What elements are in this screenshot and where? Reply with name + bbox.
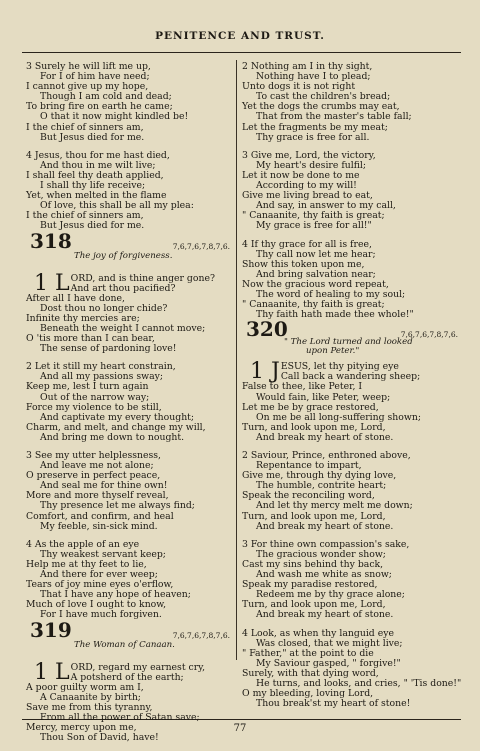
- verse-line: O that it now might kindled be!: [40, 111, 189, 123]
- verse-line: And break my heart of stone.: [256, 431, 394, 443]
- verse-line: But Jesus died for me.: [40, 131, 145, 143]
- verse-line: Comfort, and confirm, and heal: [26, 510, 174, 522]
- verse-line: And all my passions sway;: [40, 371, 164, 383]
- verse-line: Now the gracious word repeat,: [242, 278, 389, 290]
- verse-line: Force my violence to be still,: [26, 401, 162, 413]
- verse-line: Thy faith hath made thee whole!": [256, 309, 414, 321]
- verse-line: Repentance to impart,: [256, 460, 362, 472]
- verse-line: Let me be by grace restored,: [242, 401, 379, 413]
- verse-line: Thy presence let me always find;: [40, 500, 195, 512]
- verse-line: Nothing have I to plead;: [256, 71, 371, 83]
- verse: [242, 151, 460, 232]
- verse-line: O my bleeding, loving Lord,: [242, 688, 374, 700]
- verse-line: Tears of joy mine eyes o'erflow,: [26, 579, 174, 591]
- verse-line: Let the fragments be my meat;: [242, 121, 388, 133]
- verse-line: I the chief of sinners am,: [26, 210, 144, 222]
- page-header: PENITENCE AND TRUST.: [155, 30, 325, 42]
- verse-line: He turns, and looks, and cries, " 'Tis done!": [256, 677, 462, 689]
- verse-line: Mercy, mercy upon me,: [26, 722, 137, 734]
- hymn-heading-318: [26, 228, 232, 266]
- verse-line: I shall thy life receive;: [40, 180, 146, 192]
- verse-line: And wash me white as snow;: [256, 569, 392, 581]
- verse-line: According to my will!: [256, 180, 357, 192]
- verse-line: And bring me down to nought.: [40, 431, 185, 443]
- hymn-title: [284, 338, 413, 356]
- verse-line: 2 Let it still my heart constrain,: [26, 361, 176, 373]
- verse-line: Out of the narrow way;: [40, 391, 150, 403]
- verse-line: For I have much forgiven.: [40, 609, 162, 621]
- verse-line: ORD, and is thine anger gone?: [70, 272, 215, 284]
- verse-line: " Canaanite, thy faith is great;: [242, 210, 385, 222]
- verse-line: Thou Son of David, have!: [40, 732, 159, 744]
- verse-line: Beneath the weight I cannot move;: [40, 322, 206, 334]
- verse-line: Though I am cold and dead;: [40, 91, 172, 103]
- hymn-heading-320: [242, 317, 460, 357]
- verse-line: To cast the children's bread;: [256, 91, 391, 103]
- verse-line: O preserve in perfect peace,: [26, 470, 161, 482]
- verse-line: A potsherd of the earth;: [70, 671, 184, 683]
- verse-line: A poor guilty worm am I,: [26, 681, 144, 693]
- verse-line: For I of him have need;: [40, 71, 150, 83]
- verse-line: The word of healing to my soul;: [256, 288, 406, 300]
- verse-line: To bring fire on earth he came;: [26, 101, 173, 113]
- verse-line: I shall feel thy death applied,: [26, 169, 164, 181]
- verse-line: And leave me not alone;: [40, 460, 154, 472]
- verse-line: And art thou pacified?: [70, 282, 176, 294]
- hymn-meter: 7,6,7,6,7,8,7,6.: [172, 630, 230, 640]
- verse: [26, 270, 232, 355]
- verse-line: Give me, through thy dying love,: [242, 470, 397, 482]
- verse-line: After all I have done,: [26, 292, 125, 304]
- verse-line: I cannot give up my hope,: [26, 81, 149, 93]
- verse-line: My Saviour gasped, " forgive!": [256, 657, 401, 669]
- verse: [26, 362, 232, 443]
- verse-line: Turn, and look upon me, Lord,: [242, 421, 386, 433]
- verse-line: And break my heart of stone.: [256, 520, 394, 532]
- verse-line: 4 Jesus, thou for me hast died,: [26, 149, 170, 161]
- verse-line: 2 Nothing am I in thy sight,: [242, 61, 373, 72]
- hymn-title-line: upon Peter.": [306, 346, 360, 357]
- verse: [242, 359, 460, 443]
- verse-line: ESUS, let thy pitying eye: [280, 361, 399, 373]
- verse-line: Redeem me by thy grace alone;: [256, 589, 405, 601]
- hymn-meter: 7,6,7,6,7,8,7,6.: [172, 241, 230, 251]
- verse-line: And bring salvation near;: [256, 268, 376, 280]
- verse-line: And break my heart of stone.: [256, 609, 394, 621]
- verse-line: Keep me, lest I turn again: [26, 381, 149, 393]
- verse: [26, 540, 232, 621]
- hymn-number: 320: [246, 317, 288, 342]
- verse-line: Thy grace is free for all.: [256, 131, 370, 143]
- verse-line: From all the power of Satan save;: [40, 711, 200, 723]
- page-number: 77: [233, 723, 247, 734]
- verse-line: Unto dogs it is not right: [242, 81, 356, 93]
- verse-line: O 'tis more than I can bear,: [26, 333, 155, 345]
- verse: [242, 540, 460, 621]
- verse-line: Charm, and melt, and change my will,: [26, 421, 206, 433]
- verse-line: But Jesus died for me.: [40, 220, 145, 232]
- verse-line: Would fain, like Peter, weep;: [256, 391, 391, 403]
- verse-line: Yet, when melted in the flame: [26, 190, 167, 202]
- verse-line: Was closed, that we might live;: [256, 637, 403, 649]
- verse-line: Save me from this tyranny,: [26, 701, 153, 713]
- verse-line: Thou break'st my heart of stone!: [256, 698, 411, 710]
- verse-line: Infinite thy mercies are;: [26, 312, 140, 324]
- verse-line: Give me living bread to eat,: [242, 190, 373, 202]
- verse-line: False to thee, like Peter, I: [242, 381, 363, 393]
- verse-line: Dost thou no longer chide?: [40, 302, 168, 314]
- hymn-number: 318: [30, 228, 72, 253]
- verse-line: Help me at thy feet to lie,: [26, 558, 147, 570]
- verse-line: " Canaanite, thy faith is great;: [242, 299, 385, 311]
- hymn-number: 319: [30, 617, 72, 642]
- verse-line: Surely, with that dying word,: [242, 667, 379, 679]
- verse-line: Cast my sins behind thy back,: [242, 558, 384, 570]
- verse-line: A Canaanite by birth;: [40, 691, 141, 703]
- verse-line: 3 Give me, Lord, the victory,: [242, 149, 376, 161]
- column-divider: [236, 60, 237, 660]
- verse: [242, 240, 460, 321]
- drop-cap: 1 J: [250, 359, 280, 385]
- verse-line: Speak my paradise restored,: [242, 579, 378, 591]
- verse: [242, 451, 460, 532]
- verse-line: The sense of pardoning love!: [40, 343, 177, 355]
- verse-line: " Father," at the point to die: [242, 647, 374, 659]
- verse-line: 3 See my utter helplessness,: [26, 450, 162, 461]
- verse-line: Thy call now let me hear;: [256, 248, 376, 260]
- verse-line: Call back a wandering sheep;: [280, 371, 421, 383]
- verse-line: The gracious wonder show;: [256, 548, 386, 560]
- hymn-meter: 7,6,7,6,7,8,7,6.: [400, 330, 458, 340]
- verse-line: And let thy mercy melt me down;: [256, 500, 413, 512]
- verse-line: Speak the reconciling word,: [242, 490, 375, 502]
- verse-line: 2 Saviour, Prince, enthroned above,: [242, 450, 411, 461]
- right-column: [242, 62, 460, 717]
- verse-line: My heart's desire fulfil;: [256, 159, 367, 171]
- verse-line: Of love, this shall be all my plea:: [40, 200, 194, 212]
- hymn-title: The joy of forgiveness.: [74, 250, 173, 261]
- verse: [26, 62, 232, 143]
- left-column: [26, 62, 232, 751]
- verse: [242, 629, 460, 710]
- verse-line: More and more thyself reveal,: [26, 490, 169, 502]
- verse-line: And there for ever weep;: [40, 569, 158, 581]
- verse-line: 4 As the apple of an eye: [26, 538, 140, 550]
- verse-line: On me be all long-suffering shown;: [256, 411, 421, 423]
- verse-line: Let it now be done to me: [242, 169, 360, 181]
- hymn-title-line: " The Lord turned and looked: [284, 337, 413, 348]
- verse-line: My feeble, sin-sick mind.: [40, 520, 158, 532]
- hymn-heading-319: [26, 617, 232, 655]
- verse-line: 3 For thine own compassion's sake,: [242, 538, 410, 550]
- drop-cap: 1 L: [34, 659, 70, 685]
- verse-line: Yet the dogs the crumbs may eat,: [242, 101, 400, 113]
- verse-line: That from the master's table fall;: [256, 111, 412, 123]
- verse: [26, 451, 232, 532]
- verse-line: 3 Surely he will lift me up,: [26, 61, 151, 72]
- verse-line: That I have any hope of heaven;: [40, 589, 191, 601]
- drop-cap: 1 L: [34, 270, 70, 296]
- verse-line: 4 Look, as when thy languid eye: [242, 627, 394, 639]
- verse-line: Turn, and look upon me, Lord,: [242, 599, 386, 611]
- verse-line: And say, in answer to my call,: [256, 200, 396, 212]
- verse-line: And seal me for thine own!: [40, 480, 168, 492]
- verse-line: ORD, regard my earnest cry,: [70, 661, 206, 673]
- verse-line: Much of love I ought to know,: [26, 599, 167, 611]
- verse: [242, 62, 460, 143]
- verse-line: Turn, and look upon me, Lord,: [242, 510, 386, 522]
- verse-line: I the chief of sinners am,: [26, 121, 144, 133]
- verse-line: 4 If thy grace for all is free,: [242, 238, 372, 250]
- verse-line: And thou in me wilt live;: [40, 159, 156, 171]
- verse-line: And captivate my every thought;: [40, 411, 195, 423]
- hymn-title: The Woman of Canaan.: [74, 639, 175, 650]
- verse: [26, 151, 232, 232]
- verse-line: Show this token upon me,: [242, 258, 365, 270]
- verse-line: The humble, contrite heart;: [256, 480, 387, 492]
- verse-line: Thy weakest servant keep;: [40, 548, 166, 560]
- verse-line: My grace is free for all!": [256, 220, 372, 232]
